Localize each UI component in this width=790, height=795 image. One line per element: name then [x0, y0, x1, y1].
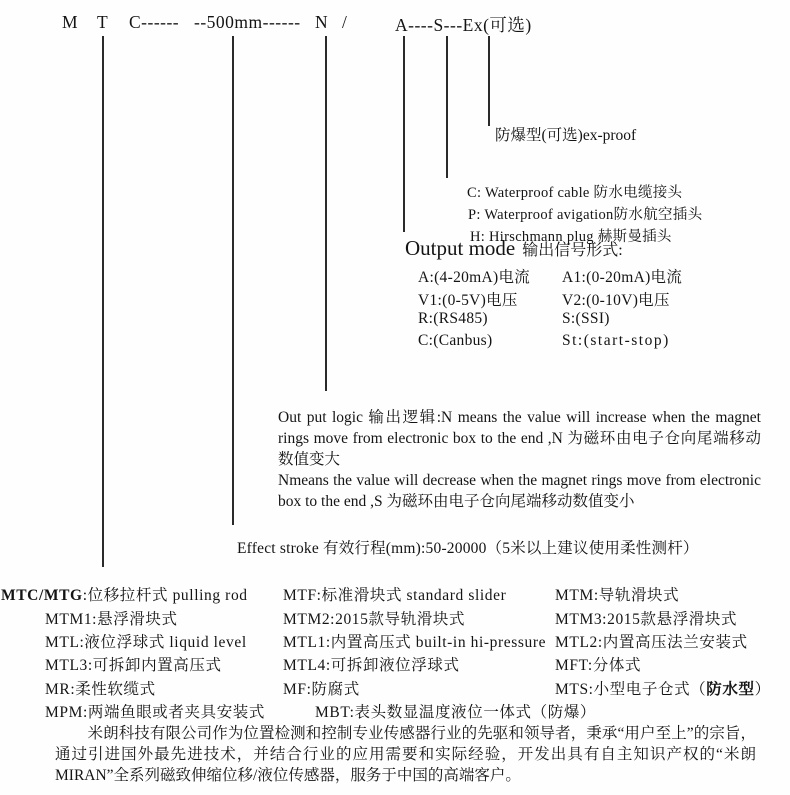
output-logic-para-n: Out put logic 输出逻辑:N means the value will increase when the magnet rings move from electronic box to the end ,N 为磁环由电子仓向尾端移动数值变大 [278, 409, 761, 468]
output-option-s: S:(SSI) [562, 310, 610, 327]
output-option-a1: A1:(0-20mA)电流 [562, 269, 683, 286]
model-mf: MF:防腐式 [283, 681, 360, 698]
connector-option-h: H: Hirschmann plug 赫斯曼插头 [470, 229, 672, 245]
model-mtf: MTF:标准滑块式 standard slider [283, 587, 507, 604]
model-mtc-mtg-code: MTC/MTG [1, 587, 83, 604]
output-option-v2: V2:(0-10V)电压 [562, 292, 670, 309]
model-mts [555, 677, 771, 699]
model-mft: MFT:分体式 [555, 657, 642, 674]
model-mtc-mtg-desc: :位移拉杆式 pulling rod [82, 587, 248, 604]
output-mode-heading-zh: 输出信号形式: [522, 242, 623, 259]
code-segment-stroke: --500mm------ [194, 12, 301, 32]
model-mtl4: MTL4:可拆卸液位浮球式 [283, 657, 460, 674]
model-mtc-mtg [1, 583, 248, 605]
code-segment-logic-n: N [315, 12, 329, 32]
leader-line-logic [325, 36, 327, 391]
model-mbt: MBT:表头数显温度液位一体式（防爆） [315, 704, 597, 721]
output-option-startstop: St:(start-stop) [562, 332, 670, 349]
model-mtl3: MTL3:可拆卸内置高压式 [45, 657, 222, 674]
code-segment-series-m: M [62, 12, 79, 32]
model-mts-pre: MTS:小型电子仓式（ [555, 681, 707, 698]
model-mtl: MTL:液位浮球式 liquid level [45, 634, 247, 651]
code-segment-type-c: C------ [129, 12, 180, 32]
code-segment-output-opts: A----S---Ex(可选) [395, 15, 532, 35]
code-segment-slash: / [342, 12, 348, 32]
model-mts-waterproof: 防水型 [706, 681, 755, 698]
output-logic-note [278, 407, 761, 512]
model-mtl1: MTL1:内置高压式 built-in hi-pressure [283, 634, 547, 651]
model-mtm1: MTM1:悬浮滑块式 [45, 611, 178, 628]
company-intro-paragraph: 米朗科技有限公司作为位置检测和控制专业传感器行业的先驱和领导者，秉承“用户至上”的宗旨，通过引进国外最先进技术，并结合行业的应用需要和实际经验，开发出具有自主知识产权的“米朗 MIRAN”全系列磁致伸缩位移/液位传感器，服务于中国的高端客户。 [55, 725, 756, 784]
output-option-v1: V1:(0-5V)电压 [418, 292, 518, 309]
model-mtl2: MTL2:内置高压法兰安装式 [555, 634, 748, 651]
output-option-a: A:(4-20mA)电流 [418, 269, 531, 286]
connector-option-c: C: Waterproof cable 防水电缆接头 [467, 185, 683, 201]
output-mode-heading [405, 236, 623, 261]
model-mtm2: MTM2:2015款导轨滑块式 [283, 611, 466, 628]
leader-line-type [102, 36, 104, 567]
leader-line-exproof [488, 36, 490, 126]
model-mtm3: MTM3:2015款悬浮滑块式 [555, 611, 738, 628]
output-option-canbus: C:(Canbus) [418, 332, 493, 349]
model-mtm: MTM:导轨滑块式 [555, 587, 680, 604]
output-option-r: R:(RS485) [418, 310, 488, 327]
leader-line-output [403, 36, 405, 232]
model-mr: MR:柔性软缆式 [45, 681, 156, 698]
output-logic-para-s: Nmeans the value will decrease when the magnet rings move from electronic box to the end ,S 为磁环由电子仓向尾端移动数值变小 [278, 472, 761, 510]
model-mts-post: ） [754, 681, 771, 698]
code-segment-series-t: T [97, 12, 109, 32]
connector-option-p: P: Waterproof avigation防水航空插头 [468, 207, 703, 223]
exproof-option-label: 防爆型(可选)ex-proof [495, 127, 637, 144]
output-mode-heading-en: Output mode [405, 236, 516, 260]
leader-line-stroke [232, 36, 234, 525]
effect-stroke-note: Effect stroke 有效行程(mm):50-20000（5米以上建议使用柔性测杆） [237, 540, 699, 557]
leader-line-connector [446, 36, 448, 178]
model-mpm: MPM:两端鱼眼或者夹具安装式 [45, 704, 265, 721]
